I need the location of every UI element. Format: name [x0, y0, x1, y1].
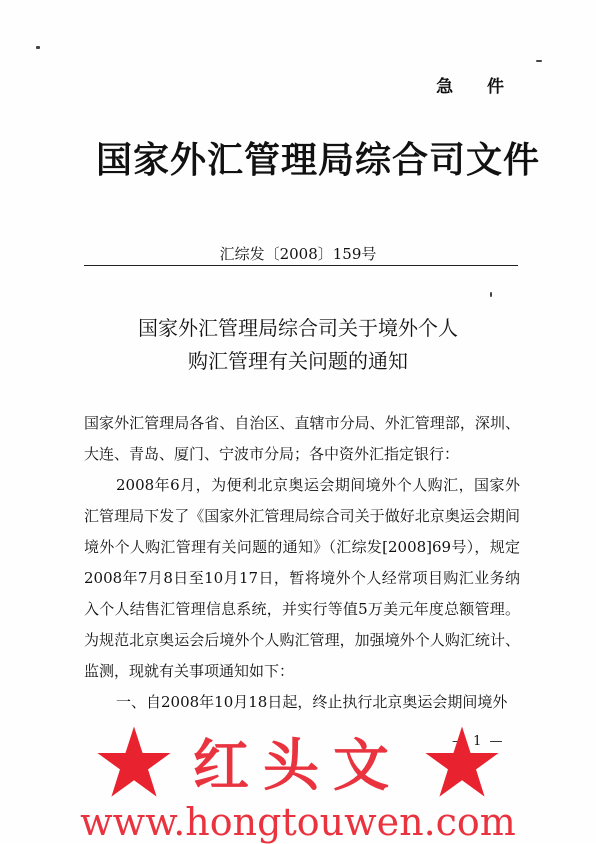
page-number: — 1 — [452, 734, 505, 749]
document-number: 汇综发〔2008〕159号 [219, 245, 377, 263]
notice-title [0, 312, 596, 378]
addressee: 国家外汇管理局各省、自治区、直辖市分局、外汇管理部，深圳、大连、青岛、厦门、宁波市分局；各中资外汇指定银行： [84, 414, 520, 463]
urgency-label: 急 件 [436, 77, 518, 97]
body-paragraph: 2008年6月，为便利北京奥运会期间境外个人购汇，国家外汇管理局下发了《国家外汇管理局综合司关于做好北京奥运会期间境外个人购汇管理有关问题的通知》（汇综发[2008]69号），规定2008年7月8日至10月17日，暂将境外个人经常项目购汇业务纳入个人结售汇管理信息系统，并实行等值5万美元年度总额管理。为规范北京奥运会后境外个人购汇管理，加强境外个人购汇统计、监测，现就有关事项通知如下： [84, 476, 520, 680]
star-icon [89, 725, 179, 799]
scan-speck [536, 60, 542, 62]
watermark-url: www.hongtouwen.com [80, 800, 516, 844]
star-icon [417, 725, 507, 799]
header-separator-line [84, 265, 518, 266]
watermark-text: 红头文 [193, 734, 403, 799]
scan-speck [490, 292, 492, 297]
watermark-row [0, 726, 596, 798]
scan-speck [36, 46, 40, 49]
document-body [84, 408, 520, 718]
notice-title-line: 国家外汇管理局综合司关于境外个人 [138, 316, 458, 340]
body-paragraph: 一、自2008年10月18日起，终止执行北京奥运会期间境外 [116, 693, 508, 711]
notice-title-line: 购汇管理有关问题的通知 [188, 349, 408, 373]
issuer-header: 国家外汇管理局综合司文件 [96, 140, 541, 181]
watermark [0, 722, 596, 843]
